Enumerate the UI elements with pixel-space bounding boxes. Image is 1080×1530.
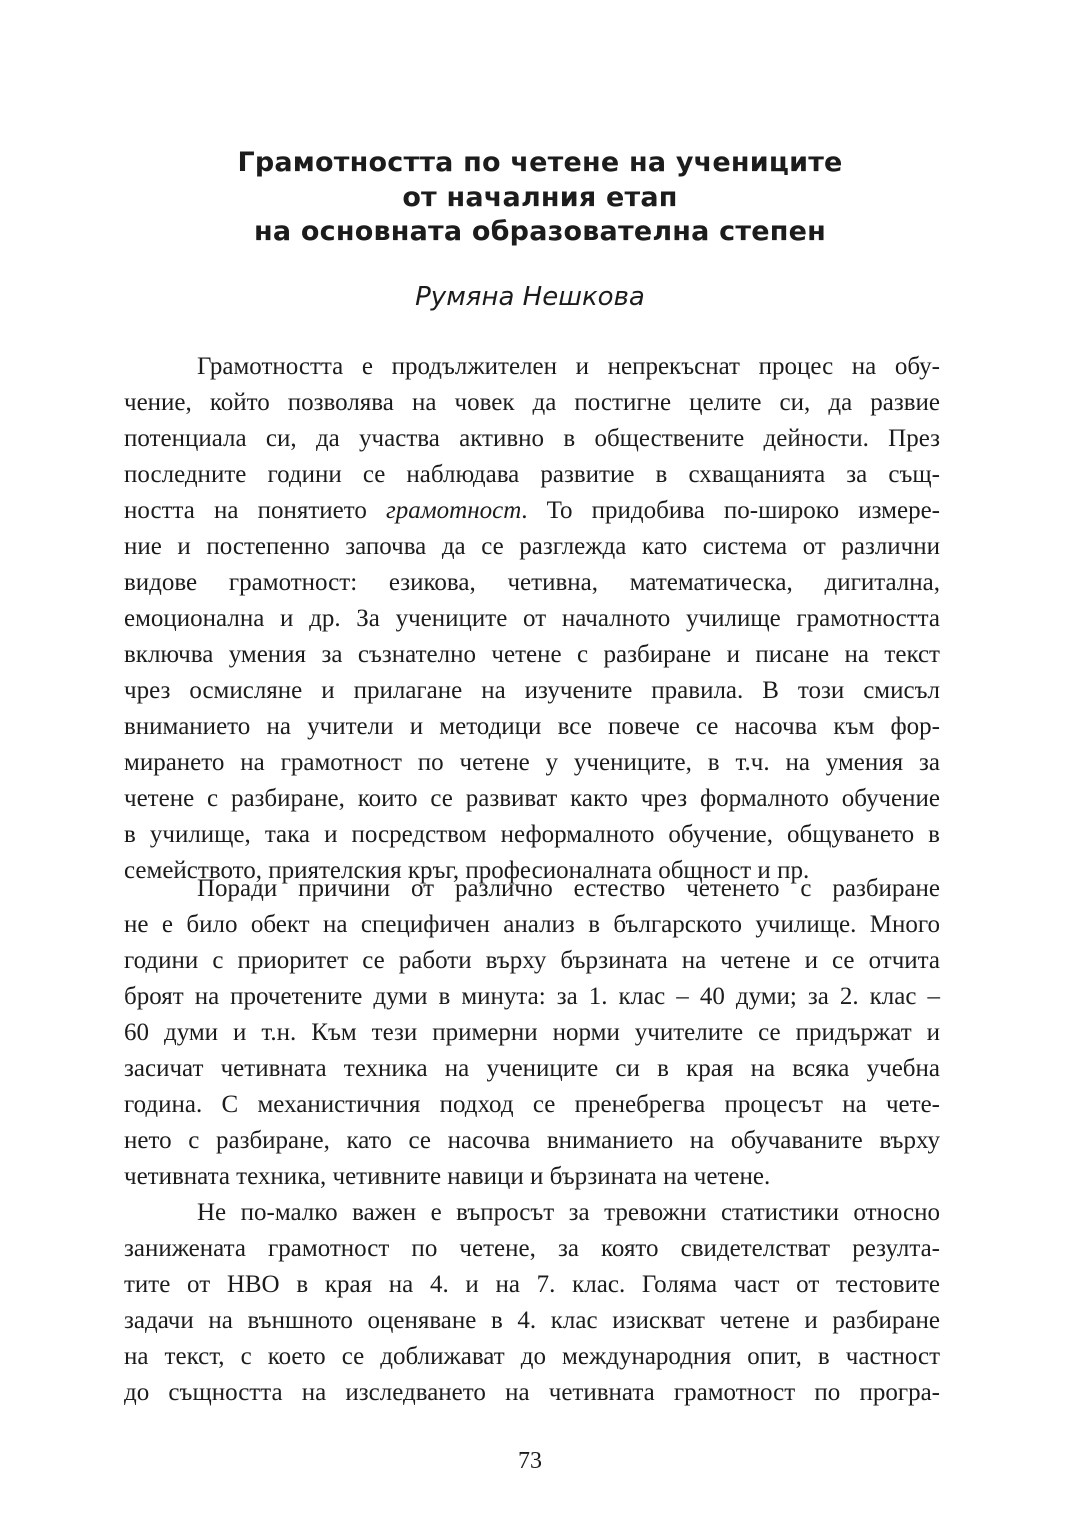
line-start-text: ността на понятието [124,497,386,524]
paragraph-1-line-with-term [124,493,940,529]
paragraph-2-line: четивната техника, четивните навици и бързината на четене. [124,1163,771,1190]
paragraph-3-line: до същността на изследването на четивната грамотност по програ- [124,1379,940,1406]
paragraph-2-line: 60 думи и т.н. Към тези примерни норми учителите се придържат и [124,1019,940,1046]
paragraph-1-line: последните години се наблюдава развитие в схващанията за същ- [124,461,940,488]
author-name: Румяна Нешкова [415,282,645,312]
paragraph-3-line: Не по-малко важен е въпросът за тревожни статистики относно [197,1199,940,1226]
paragraph-1-line: потенциала си, да участва активно в обществените дейности. През [124,425,940,452]
paragraph-2-line: година. С механистичния подход се пренебрегва процесът на чете- [124,1091,940,1118]
paragraph-3-line: на текст, с което се доближават до международния опит, в частност [124,1343,940,1370]
paragraph-3-line: задачи на външното оценяване в 4. клас изискват четене и разбиране [124,1307,940,1334]
paragraph-3-line: занижената грамотност по четене, за която свидетелстват резулта- [124,1235,940,1262]
paragraph-1-line: мирането на грамотност по четене у учениците, в т.ч. на умения за [124,749,940,776]
title-line-1: Грамотността по четене на учениците [237,147,843,178]
paragraph-1-line: включва умения за съзнателно четене с разбиране и писане на текст [124,641,940,668]
paragraph-1-line: четене с разбиране, които се развиват както чрез формалното обучение [124,785,940,812]
paragraph-1-line: Грамотността е продължителен и непрекъснат процес на обу- [197,353,940,380]
paragraph-1-line: вниманието на учители и методици все повече се насочва към фор- [124,713,940,740]
page-number: 73 [518,1448,542,1474]
italic-term: грамотност [385,497,522,524]
paragraph-2-line: не е било обект на специфичен анализ в българското училище. Много [124,911,940,938]
paragraph-2-line: Поради причини от различно естество четенето с разбиране [197,875,940,902]
paragraph-1-line: семейството, приятелския кръг, професионалната общност и пр. [124,857,810,884]
paragraph-2-line: години с приоритет се работи върху бързината на четене и се отчита [124,947,940,974]
paragraph-2-line: засичат четивната техника на учениците си в края на всяка учебна [124,1055,940,1082]
title-line-2: от началния етап [402,182,678,213]
paragraph-1-line: емоционална и др. За учениците от началното училище грамотността [124,605,940,632]
paragraph-2-line: нето с разбиране, като се насочва вниманието на обучаваните върху [124,1127,940,1154]
paragraph-1-line: чрез осмисляне и прилагане на изучените правила. В този смисъл [124,677,940,704]
paragraph-1-line: в училище, така и посредством неформалното обучение, общуването в [124,821,940,848]
paragraph-1-line: видове грамотност: езикова, четивна, математическа, дигитална, [124,569,940,596]
paragraph-2-line: броят на прочетените думи в минута: за 1. клас – 40 думи; за 2. клас – [124,983,940,1010]
paragraph-1-line: чение, който позволява на човек да постигне целите си, да развие [124,389,940,416]
line-end-text: . То придобива по-широко измере- [521,497,940,524]
paragraph-3-line: тите от НВО в края на 4. и на 7. клас. Голяма част от тестовите [124,1271,940,1298]
title-line-3: на основната образователна степен [254,216,826,247]
paragraph-1-line: ние и постепенно започва да се разглежда като система от различни [124,533,940,560]
